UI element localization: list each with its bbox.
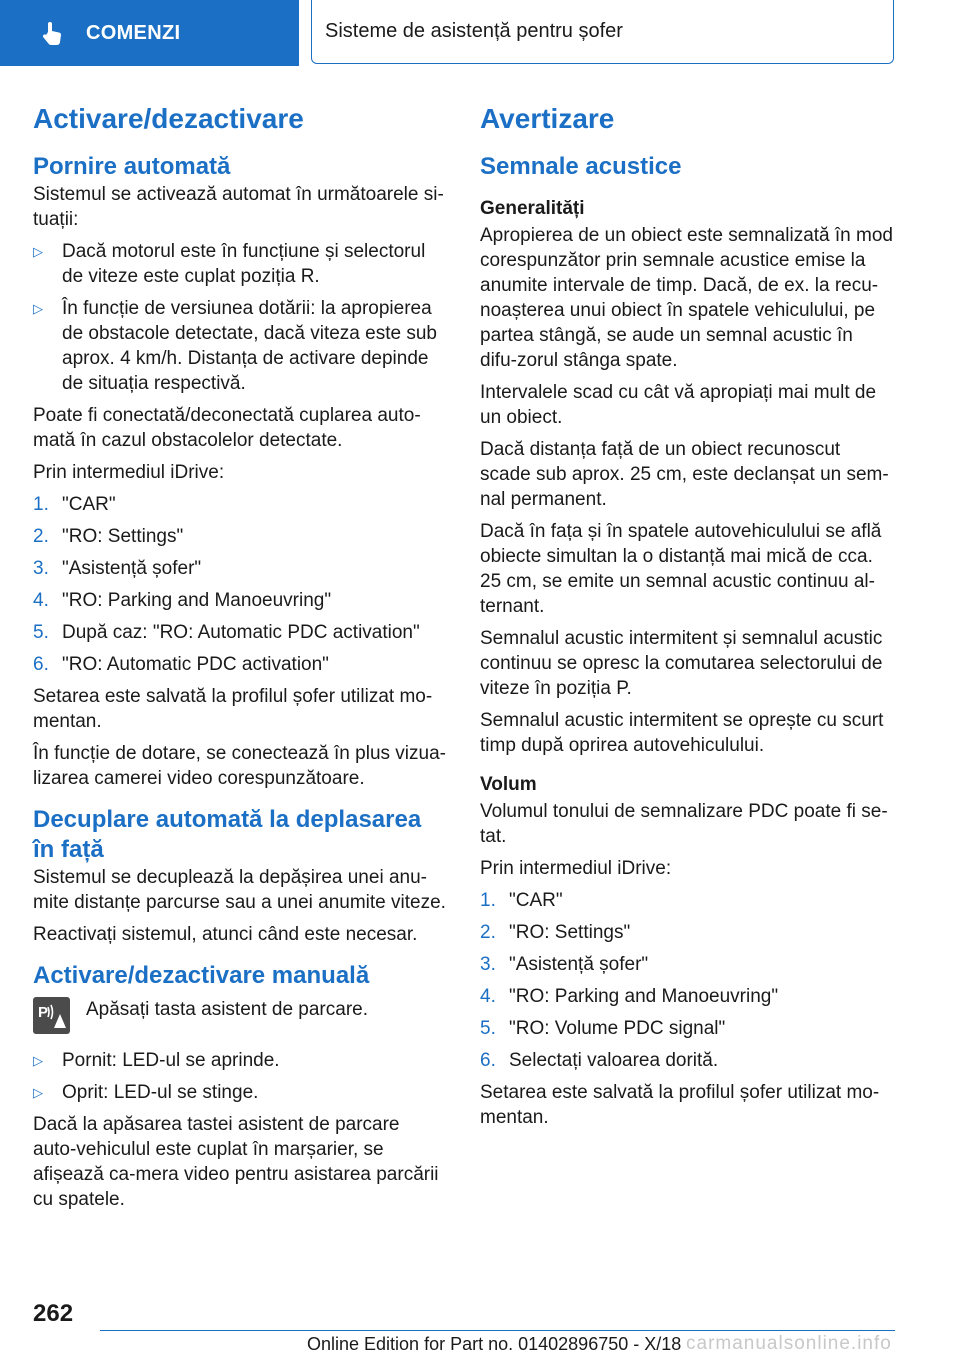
step-text: "RO: Settings" — [509, 922, 631, 943]
step-item — [480, 984, 895, 1009]
paragraph: Reactivați sistemul, atunci când este necesar. — [33, 924, 418, 945]
header-section-tab[interactable] — [0, 0, 299, 66]
paragraph: Setarea este salvată la profilul șofer utilizat mo-mentan. — [480, 1082, 880, 1128]
step-number: 6. — [480, 1050, 496, 1071]
step-number: 2. — [33, 526, 49, 547]
paragraph: Setarea este salvată la profilul șofer utilizat mo-mentan. — [33, 686, 433, 732]
step-item — [33, 652, 448, 677]
step-text: "CAR" — [62, 494, 116, 515]
step-number: 3. — [33, 558, 49, 579]
step-number: 5. — [33, 622, 49, 643]
step-number: 3. — [480, 954, 496, 975]
watermark: carmanualsonline.info — [686, 1333, 892, 1354]
step-number: 6. — [33, 654, 49, 675]
step-item — [480, 888, 895, 913]
step-item — [33, 492, 448, 517]
paragraph: Dacă în fața și în spatele autovehiculului se află obiecte simultan la o distanță mai mică de cca. 25 cm, se emite un semnal acustic continuu al-ternant. — [480, 521, 882, 617]
paragraph: Semnalul acustic intermitent se oprește cu scurt timp după oprirea autovehiculului. — [480, 710, 884, 756]
step-text: "RO: Settings" — [62, 526, 184, 547]
paragraph: Prin intermediul iDrive: — [33, 462, 225, 483]
paragraph: Intervalele scad cu cât vă apropiați mai mult de un obiect. — [480, 382, 877, 428]
section-title: COMENZI — [86, 21, 181, 44]
svg-text:P: P — [37, 1003, 48, 1021]
chapter-title: Sisteme de asistență pentru șofer — [325, 20, 623, 42]
bullet-item: ▷ Dacă motorul este în funcțiune și selectorul de viteze este cuplat poziția R. — [33, 239, 448, 289]
heading-warning: Avertizare — [480, 103, 615, 134]
step-item — [480, 1048, 895, 1073]
heading-manual-activation: Activare/dezactivare manuală — [33, 962, 370, 989]
park-assist-icon — [33, 997, 70, 1034]
bullet-item: ▷ În funcție de versiunea dotării: la apropierea de obstacole detectate, dacă viteza este sub aprox. 4 km/h. Distanța de activare depinde de situația respectivă. — [33, 296, 448, 396]
subheading-general: Generalități — [480, 198, 585, 219]
step-text: "Asistență șofer" — [509, 954, 649, 975]
heading-auto-deactivation: Decuplare automată la deplasarea în față — [33, 806, 422, 863]
step-item — [33, 556, 448, 581]
step-number: 2. — [480, 922, 496, 943]
key-text: Apăsați tasta asistent de parcare. — [86, 999, 368, 1020]
step-number: 5. — [480, 1018, 496, 1039]
paragraph: În funcție de dotare, se conectează în plus vizua-lizarea camerei video corespunzătoare. — [33, 743, 446, 789]
chapter-header — [311, 0, 894, 64]
paragraph: Prin intermediul iDrive: — [480, 858, 672, 879]
heading-auto-start: Pornire automată — [33, 153, 231, 180]
step-number: 1. — [33, 494, 49, 515]
paragraph: Sistemul se decuplează la depășirea unei anu-mite distanțe parcurse sau a unei anumite viteze. — [33, 867, 446, 913]
paragraph: Sistemul se activează automat în următoarele si-tuații: — [33, 184, 444, 230]
bullet-item: ▷ Oprit: LED-ul se stinge. — [33, 1080, 448, 1105]
steps-list — [33, 492, 448, 677]
step-item — [480, 920, 895, 945]
step-item — [33, 620, 448, 645]
paragraph: Semnalul acustic intermitent și semnalul acustic continuu se opresc la comutarea selectorului de viteze în poziția P. — [480, 628, 883, 699]
step-text: "RO: Automatic PDC activation" — [62, 654, 329, 675]
step-item — [480, 952, 895, 977]
step-text: După caz: "RO: Automatic PDC activation" — [62, 622, 420, 643]
paragraph: Dacă la apăsarea tastei asistent de parcare auto-vehiculul este cuplat în marșarier, se afișează ca-mera video pentru asistarea parcării cu spatele. — [33, 1114, 439, 1210]
bullet-list — [33, 239, 448, 396]
paragraph: Dacă distanța față de un obiect recunoscut scade sub aprox. 25 cm, este declanșat un sem-nal permanent. — [480, 439, 889, 510]
page-number: 262 — [33, 1300, 74, 1327]
step-text: "RO: Parking and Manoeuvring" — [62, 590, 332, 611]
footer-divider — [100, 1330, 895, 1331]
right-column — [480, 100, 895, 1137]
step-item — [480, 1016, 895, 1041]
step-text: Selectați valoarea dorită. — [509, 1050, 719, 1071]
footer-edition: Online Edition for Part no. 01402896750 - X/18 — [307, 1334, 682, 1354]
step-item — [33, 524, 448, 549]
step-number: 4. — [480, 986, 496, 1007]
step-text: "Asistență șofer" — [62, 558, 202, 579]
subheading-volume: Volum — [480, 774, 537, 795]
step-number: 4. — [33, 590, 49, 611]
paragraph: Poate fi conectată/deconectată cuplarea auto-mată în cazul obstacolelor detectate. — [33, 405, 421, 451]
heading-activation: Activare/dezactivare — [33, 103, 304, 134]
step-text: "RO: Parking and Manoeuvring" — [509, 986, 779, 1007]
bullet-item: ▷ Pornit: LED-ul se aprinde. — [33, 1048, 448, 1073]
step-text: "RO: Volume PDC signal" — [509, 1018, 726, 1039]
paragraph: Volumul tonului de semnalizare PDC poate fi se-tat. — [480, 801, 888, 847]
step-number: 1. — [480, 890, 496, 911]
step-text: "CAR" — [509, 890, 563, 911]
steps-list — [480, 888, 895, 1073]
key-instruction — [33, 997, 448, 1034]
heading-acoustic-signals: Semnale acustice — [480, 153, 682, 180]
hand-touch-icon — [40, 20, 66, 46]
paragraph: Apropierea de un obiect este semnalizată în mod corespunzător prin semnale acustice emise la anumite intervale de timp. Dacă, de ex. la recu-noașterea unui obiect în spatele vehiculului, pe partea stângă, se aude un semnal acustic în difu-zorul stânga spate. — [480, 225, 893, 371]
left-column — [33, 100, 448, 1219]
bullet-list — [33, 1048, 448, 1105]
step-item — [33, 588, 448, 613]
